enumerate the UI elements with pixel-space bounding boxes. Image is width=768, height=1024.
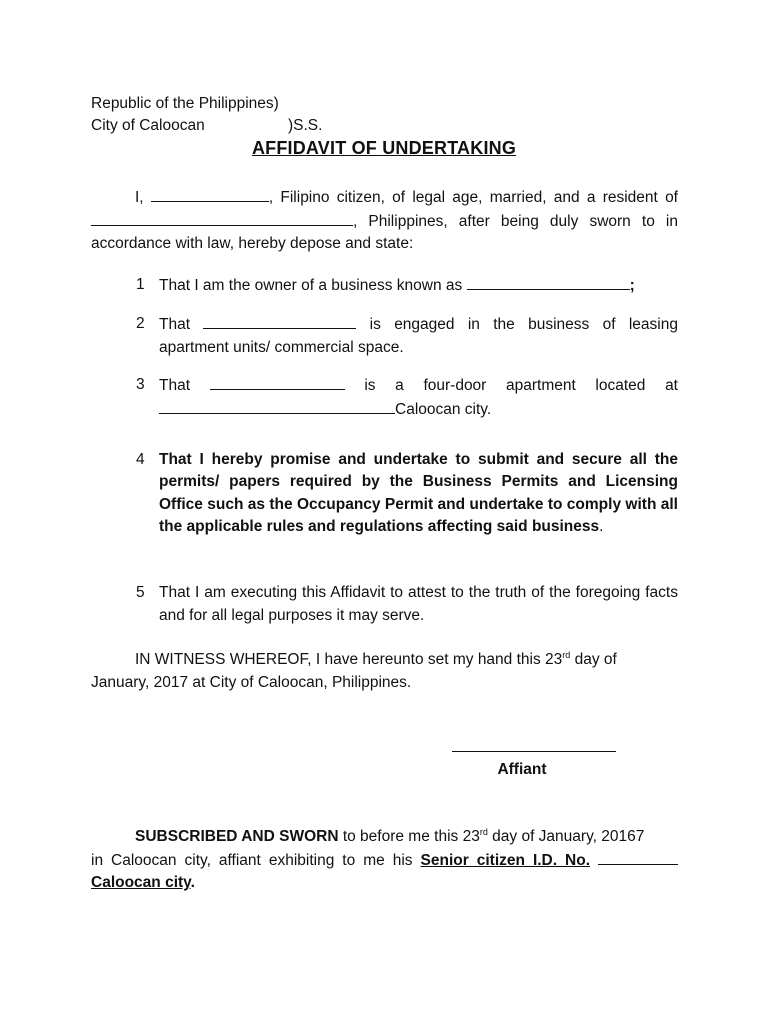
intro-after-address: , Philippines, after being duly sworn to in xyxy=(353,212,678,230)
item-text xyxy=(159,274,678,298)
intro-start: I, xyxy=(135,189,144,206)
name-blank xyxy=(151,186,269,202)
list-item-4 xyxy=(136,449,678,561)
witness-text: IN WITNESS WHEREOF, I have hereunto set my hand this 23 xyxy=(135,651,563,668)
intro-line-2 xyxy=(91,210,678,234)
item-3-that: That xyxy=(159,377,191,394)
item-4-period: . xyxy=(599,517,604,535)
item-1-semicolon: ; xyxy=(629,277,635,294)
jurat-line-2-text: in Caloocan city, affiant exhibiting to me his xyxy=(91,851,421,869)
intro-after-name: , Filipino citizen, of legal age, married, and a resident of xyxy=(268,189,678,206)
id-number-blank xyxy=(598,849,678,865)
item-text xyxy=(159,313,678,359)
item-2-line-1 xyxy=(159,313,678,337)
item-1-text: That I am the owner of a business known as xyxy=(159,277,463,294)
item-3-line-2 xyxy=(159,398,678,422)
witness-day: day of xyxy=(570,651,617,668)
item-number: 4 xyxy=(136,451,145,468)
signature-line xyxy=(452,750,616,752)
intro-line-3: accordance with law, hereby depose and state: xyxy=(91,235,414,252)
item-3-text: is a four-door apartment located at xyxy=(364,377,678,394)
item-3-line-1 xyxy=(159,374,678,398)
item-number: 3 xyxy=(136,376,145,393)
item-2-that: That xyxy=(159,316,191,333)
document-title: AFFIDAVIT OF UNDERTAKING xyxy=(251,138,517,158)
jurat-line-3 xyxy=(91,872,678,895)
witness-line-1 xyxy=(91,649,678,672)
jurat-city: Caloocan city xyxy=(91,874,191,891)
witness-paragraph xyxy=(91,649,678,694)
owner-blank xyxy=(203,313,356,329)
item-3-city: Caloocan city. xyxy=(395,400,492,418)
list-item-5 xyxy=(136,582,678,628)
caption-ss: )S.S. xyxy=(288,117,323,134)
item-text: That I am executing this Affidavit to attest to the truth of the foregoing facts and for all legal purposes it may serve. xyxy=(159,584,678,624)
caption-city-row xyxy=(91,115,391,137)
item-2-text: is engaged in the business of leasing xyxy=(369,316,678,333)
list-item-3 xyxy=(136,374,678,420)
item-number: 5 xyxy=(136,584,145,601)
venue-caption xyxy=(91,93,391,137)
jurat-line-2 xyxy=(91,849,678,873)
intro-line-1 xyxy=(91,186,678,210)
item-text xyxy=(159,374,678,421)
item-number: 1 xyxy=(136,276,145,293)
jurat-paragraph xyxy=(91,826,678,895)
list-item-1 xyxy=(136,274,678,298)
item-text xyxy=(159,449,678,538)
location-blank xyxy=(159,398,395,414)
witness-line-2: January, 2017 at City of Caloocan, Philippines. xyxy=(91,673,412,691)
caption-city: City of Caloocan xyxy=(91,117,205,134)
jurat-text: to before me this 23 xyxy=(338,828,480,845)
business-name-blank xyxy=(467,274,630,290)
affiant-label: Affiant xyxy=(497,761,547,778)
jurat-bold: SUBSCRIBED AND SWORN xyxy=(135,828,339,845)
jurat-date: day of January, 20167 xyxy=(487,828,645,845)
jurat-period: . xyxy=(190,874,195,891)
list-item-2 xyxy=(136,313,678,359)
item-number: 2 xyxy=(136,315,145,332)
property-blank xyxy=(210,374,345,390)
item-2-line-2: apartment units/ commercial space. xyxy=(159,338,404,356)
jurat-sup: rd xyxy=(479,826,488,837)
id-label: Senior citizen I.D. No. xyxy=(420,851,591,869)
jurat-line-1 xyxy=(91,826,678,849)
caption-republic: Republic of the Philippines) xyxy=(91,95,279,112)
item-4-text: That I hereby promise and undertake to submit and secure all the permits/ papers required by the Business Permits and Licensing Office such as the Occupancy Permit and undertake to comply with all the applicable rules and regulations affecting said business xyxy=(159,451,678,535)
address-blank xyxy=(91,210,353,226)
witness-sup: rd xyxy=(562,649,571,660)
intro-paragraph xyxy=(91,186,678,256)
